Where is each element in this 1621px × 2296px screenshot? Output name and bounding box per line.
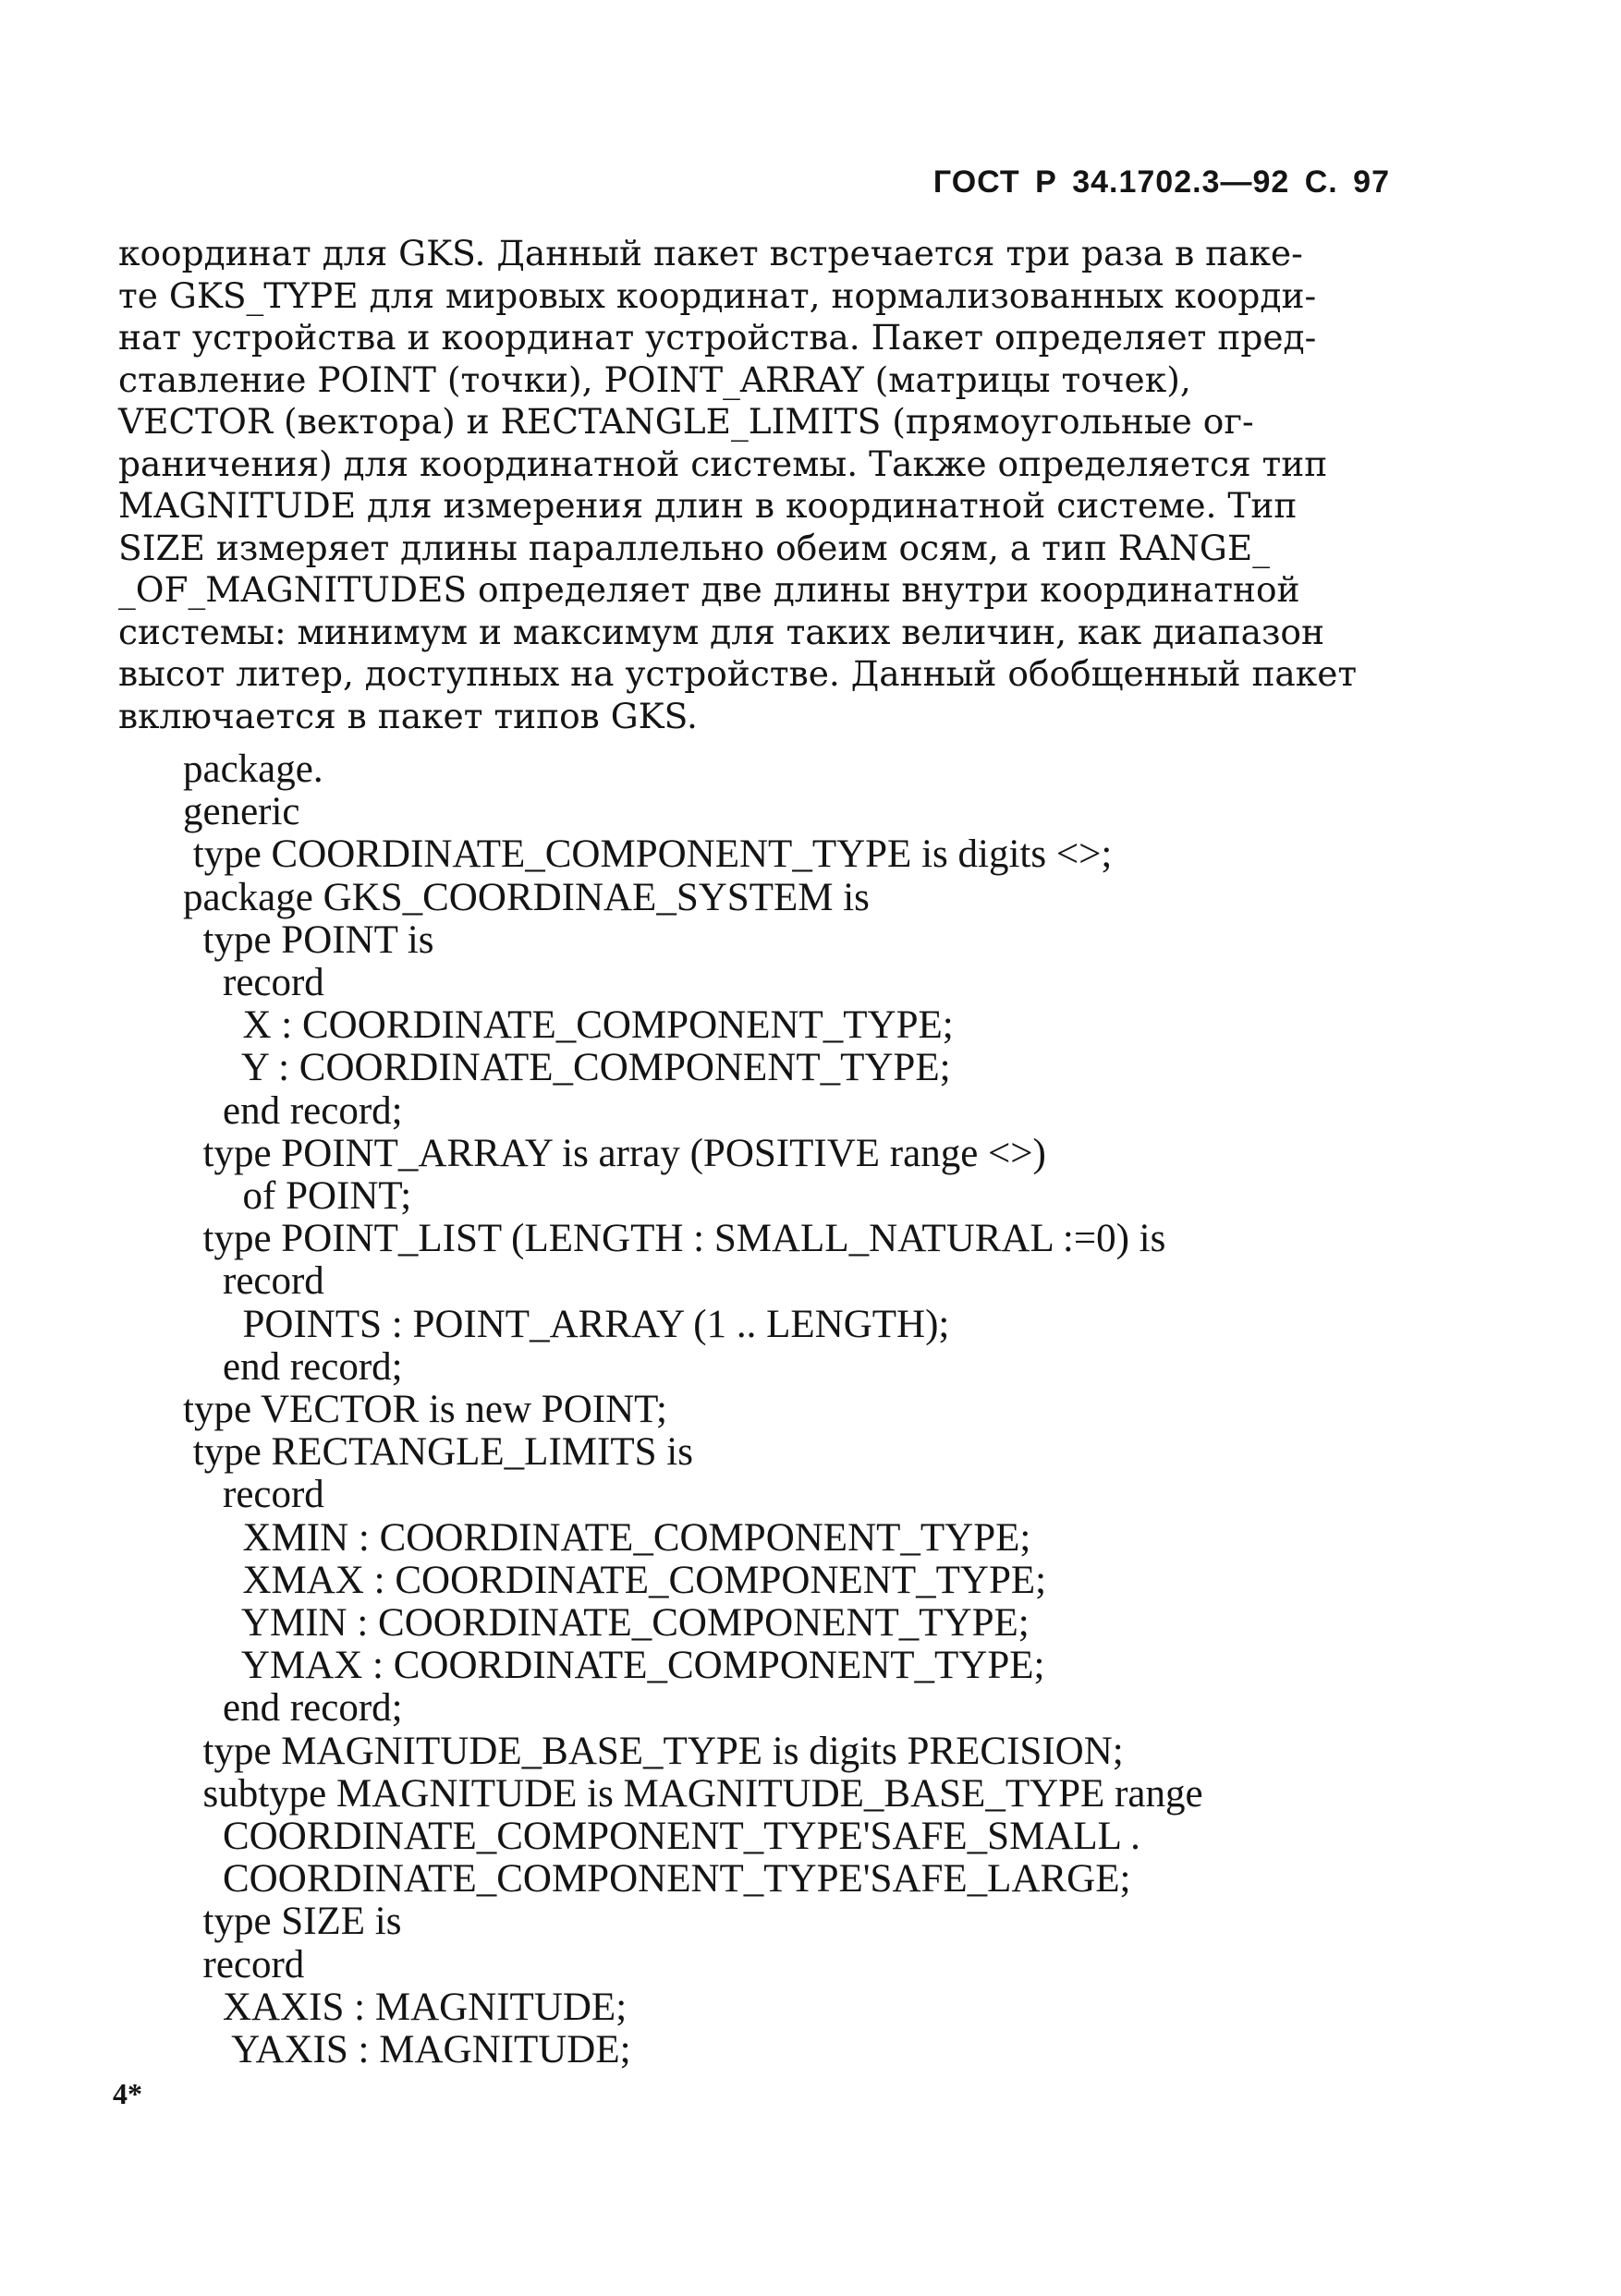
sheet-signature-mark: 4* xyxy=(113,2077,142,2110)
paragraph-line: MAGNITUDE для измерения длин в координатной системе. Тип xyxy=(118,485,1298,526)
code-line: type SIZE is xyxy=(183,1900,402,1944)
code-line: XMAX : COORDINATE_COMPONENT_TYPE; xyxy=(183,1558,1047,1602)
code-line: YMIN : COORDINATE_COMPONENT_TYPE; xyxy=(183,1601,1030,1646)
code-line: type POINT_ARRAY is array (POSITIVE range <>) xyxy=(183,1131,1046,1175)
code-line: type RECTANGLE_LIMITS is xyxy=(183,1430,693,1475)
paragraph-line: VECTOR (вектора) и RECTANGLE_LIMITS (прямоугольные ог- xyxy=(118,401,1254,442)
paragraph-line: высот литер, доступных на устройстве. Данный обобщенный пакет xyxy=(118,653,1358,694)
paragraph-line: те GKS_TYPE для мировых координат, нормализованных коорди- xyxy=(118,274,1317,316)
code-line: XAXIS : MAGNITUDE; xyxy=(183,1985,628,2029)
code-line: X : COORDINATE_COMPONENT_TYPE; xyxy=(183,1003,954,1048)
paragraph-line: включается в пакет типов GKS. xyxy=(118,695,698,736)
code-line: package GKS_COORDINAE_SYSTEM is xyxy=(183,875,870,919)
code-line: COORDINATE_COMPONENT_TYPE'SAFE_LARGE; xyxy=(183,1857,1131,1901)
code-line: record xyxy=(183,1473,324,1517)
code-line: type POINT_LIST (LENGTH : SMALL_NATURAL :=0) is xyxy=(183,1217,1166,1261)
code-listing xyxy=(0,748,1203,2071)
code-line: YMAX : COORDINATE_COMPONENT_TYPE; xyxy=(183,1644,1045,1688)
code-line: package. xyxy=(183,747,323,791)
code-line: type POINT is xyxy=(183,917,434,962)
code-line: record xyxy=(183,961,324,1005)
code-line: type COORDINATE_COMPONENT_TYPE is digits <>; xyxy=(183,832,1113,877)
code-line: subtype MAGNITUDE is MAGNITUDE_BASE_TYPE range xyxy=(183,1771,1203,1816)
paragraph-line: ставление POINT (точки), POINT_ARRAY (матрицы точек), xyxy=(118,358,1191,400)
code-line: type MAGNITUDE_BASE_TYPE is digits PRECISION; xyxy=(183,1729,1124,1773)
paragraph-line: _OF_MAGNITUDES определяет две длины внутри координатной xyxy=(118,569,1300,610)
paragraph-line: координат для GKS. Данный пакет встречается три раза в паке- xyxy=(118,233,1303,273)
code-line: end record; xyxy=(183,1088,403,1133)
code-line: record xyxy=(183,1259,324,1304)
paragraph-line: нат устройства и координат устройства. Пакет определяет пред- xyxy=(118,317,1317,358)
paragraph-line: SIZE измеряет длины параллельно обеим осям, а тип RANGE_ xyxy=(118,527,1270,568)
code-line: of POINT; xyxy=(183,1174,412,1219)
code-line: type VECTOR is new POINT; xyxy=(183,1388,667,1432)
code-line: end record; xyxy=(183,1686,403,1731)
code-line: record xyxy=(183,1942,305,1986)
paragraph-line: раничения) для координатной системы. Также определяется тип xyxy=(118,443,1328,484)
code-line: XMIN : COORDINATE_COMPONENT_TYPE; xyxy=(183,1515,1031,1560)
running-header: ГОСТ Р 34.1702.3—92 С. 97 xyxy=(932,164,1390,200)
code-line: COORDINATE_COMPONENT_TYPE'SAFE_SMALL . xyxy=(183,1815,1140,1859)
paragraph-line: системы: минимум и максимум для таких величин, как диапазон xyxy=(118,611,1324,652)
code-line: Y : COORDINATE_COMPONENT_TYPE; xyxy=(183,1046,951,1090)
code-line: POINTS : POINT_ARRAY (1 .. LENGTH); xyxy=(183,1302,950,1346)
code-line: generic xyxy=(183,790,300,834)
code-line: end record; xyxy=(183,1344,403,1389)
body-paragraph xyxy=(118,233,1412,737)
code-line: YAXIS : MAGNITUDE; xyxy=(183,2028,631,2072)
